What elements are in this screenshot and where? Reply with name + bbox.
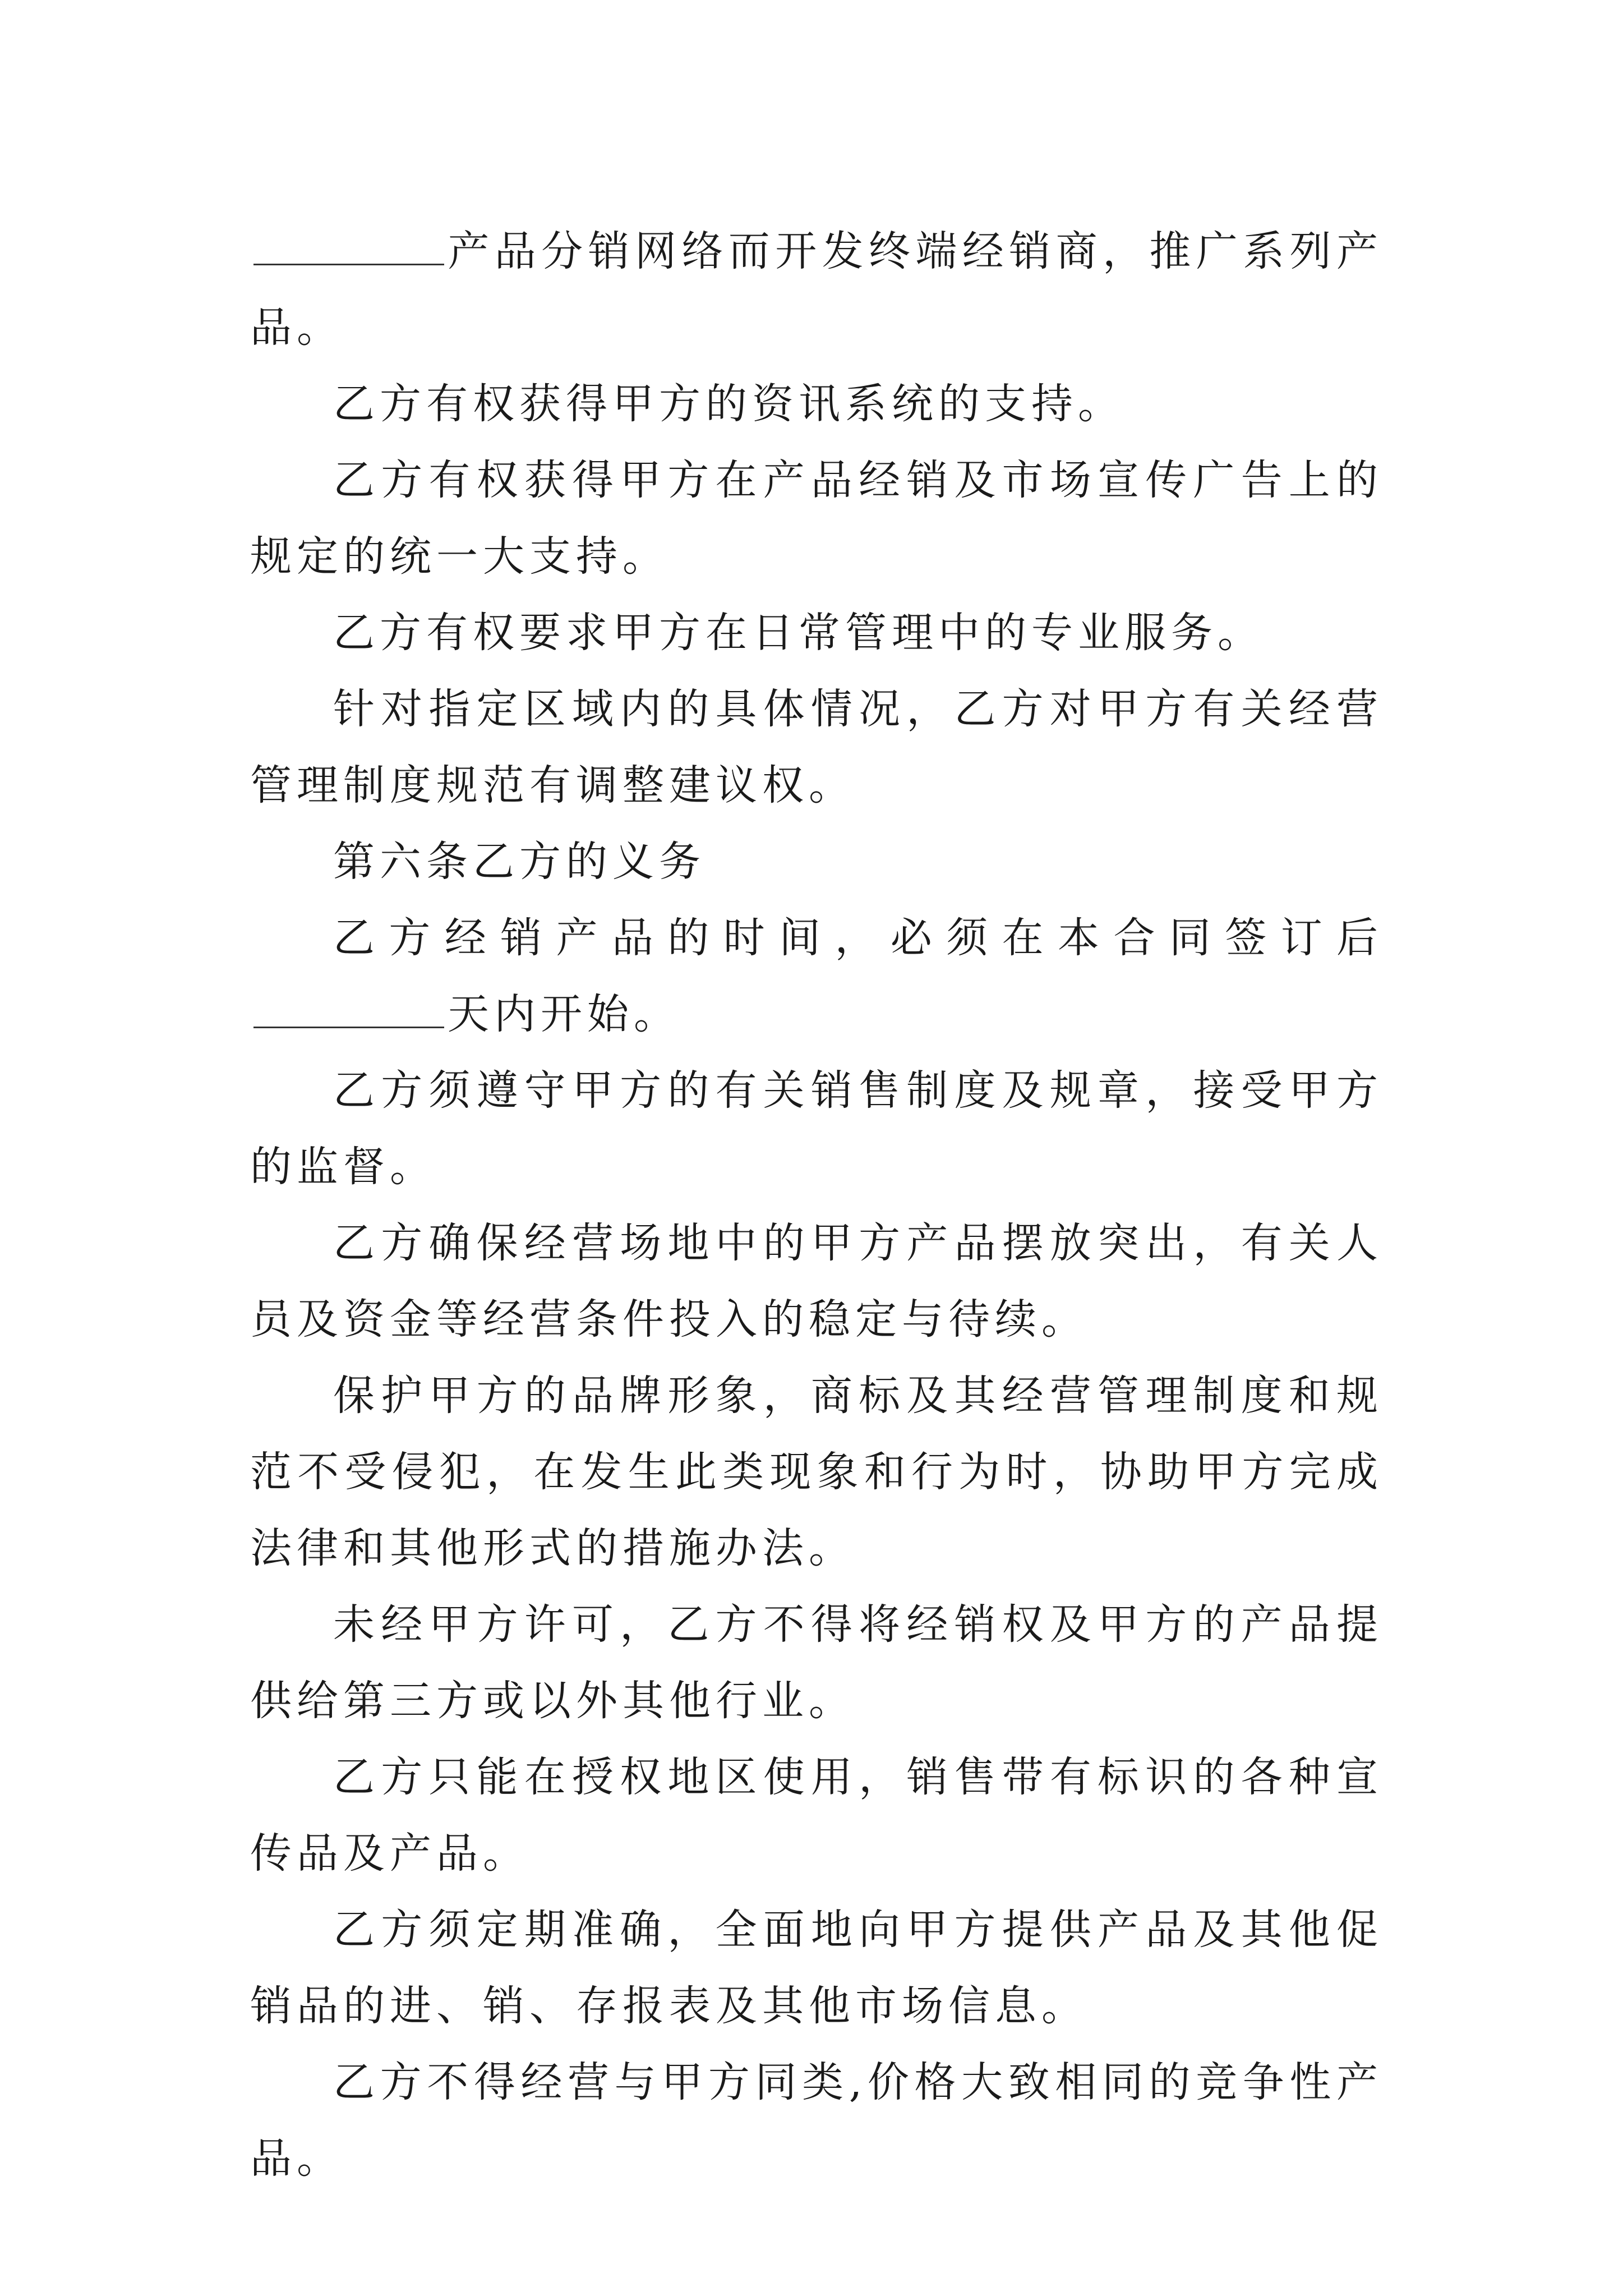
document-body	[250, 213, 1383, 2197]
section-heading-text: 第六条乙方的义务	[333, 838, 706, 886]
paragraph-with-blank	[250, 900, 1383, 1052]
paragraph	[250, 442, 1383, 595]
paragraph	[250, 2044, 1383, 2197]
paragraph-text: 乙方确保经营场地中的甲方产品摆放突出，有关人员及资金等经营条件投入的稳定与待续。	[250, 1219, 1383, 1343]
paragraph-text: 乙方只能在授权地区使用，销售带有标识的各种宣传品及产品。	[250, 1753, 1383, 1878]
paragraph-text: 未经甲方许可，乙方不得将经销权及甲方的产品提供给第三方或以外其他行业。	[250, 1600, 1383, 1725]
paragraph	[250, 1205, 1383, 1358]
paragraph	[250, 1739, 1383, 1892]
section-heading	[250, 823, 1383, 900]
paragraph-continued	[250, 213, 1383, 366]
paragraph-text: 乙方有权获得甲方在产品经销及市场宣传广告上的规定的统一大支持。	[250, 456, 1383, 581]
paragraph-text: 乙方须遵守甲方的有关销售制度及规章，接受甲方的监督。	[250, 1066, 1383, 1191]
paragraph-text: 保护甲方的品牌形象，商标及其经营管理制度和规范不受侵犯，在发生此类现象和行为时，协助甲方完成法律和其他形式的措施办法。	[250, 1372, 1383, 1572]
paragraph	[250, 671, 1383, 823]
paragraph-text: 乙方须定期准确，全面地向甲方提供产品及其他促销品的进、销、存报表及其他市场信息。	[250, 1906, 1383, 2030]
paragraph-text: 乙方经销产品的时间，必须在本合同签订后	[333, 914, 1383, 962]
paragraph-text: 乙方有权要求甲方在日常管理中的专业服务。	[333, 609, 1264, 657]
paragraph-text: 天内开始。	[448, 990, 680, 1038]
paragraph	[250, 1052, 1383, 1205]
paragraph	[250, 1586, 1383, 1739]
paragraph	[250, 366, 1383, 442]
blank-line	[253, 263, 444, 265]
paragraph	[250, 1892, 1383, 2044]
paragraph-text: 乙方有权获得甲方的资讯系统的支持。	[333, 380, 1124, 428]
paragraph	[250, 1358, 1383, 1586]
paragraph-text: 针对指定区域内的具体情况，乙方对甲方有关经营管理制度规范有调整建议权。	[250, 685, 1383, 809]
paragraph-text: 乙方不得经营与甲方同类,价格大致相同的竞争性产品。	[250, 2058, 1383, 2183]
blank-line	[253, 1026, 444, 1028]
paragraph	[250, 595, 1383, 671]
paragraph-text: 产品分销网络而开发终端经销商，推广系列产品。	[250, 227, 1383, 352]
